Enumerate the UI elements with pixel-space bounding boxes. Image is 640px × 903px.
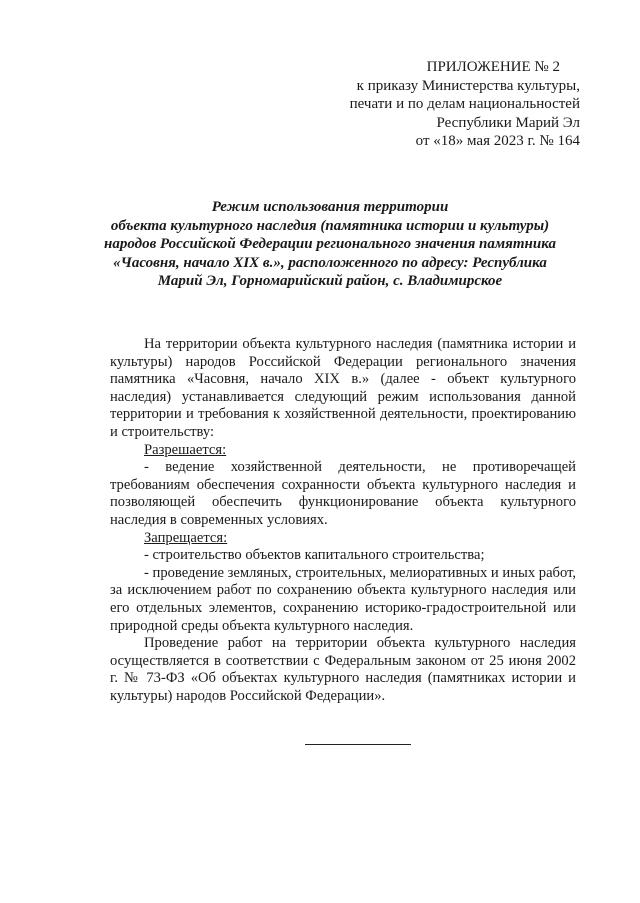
appendix-order-date: от «18» мая 2023 г. № 164 [415, 133, 580, 149]
allowed-header: Разрешается: [144, 441, 227, 458]
title-line: Режим использования территории [211, 199, 449, 215]
title-line: «Часовня, начало XIX в.», расположенного по адресу: Республика [113, 254, 547, 271]
allowed-item: - ведение хозяйственной деятельности, не противоречащей требованиям обеспечения сохранности объекта культурного наследия и позволяющей обеспечить функционирование объекта культурного наследия в современных условиях. [110, 459, 576, 528]
title-line: народов Российской Федерации регионального значения памятника [104, 236, 556, 252]
end-divider [305, 744, 411, 745]
intro-paragraph: На территории объекта культурного наследия (памятника истории и культуры) народов Российской Федерации регионального значения памятника «Часовня, начало XIX в.» (далее - объект культурного наследия) устанавливается следующий режим использования данной территории и требования к хозяйственной деятельности, проектированию и строительству: [110, 336, 576, 440]
appendix-line: печати и по делам национальностей [349, 96, 580, 112]
document-body [110, 336, 576, 705]
appendix-block [350, 58, 580, 151]
appendix-number: ПРИЛОЖЕНИЕ № 2 [426, 59, 560, 75]
title-line: Марий Эл, Горномарийский район, с. Владимирское [157, 273, 503, 289]
appendix-line: Республики Марий Эл [436, 114, 580, 131]
forbidden-item: - строительство объектов капитального строительства; [144, 547, 485, 564]
forbidden-item: - проведение земляных, строительных, мелиоративных и иных работ, за исключением работ по сохранению объекта культурного наследия или его отдельных элементов, сохранению историко-градостроительной или природной среды объекта культурного наследия. [110, 564, 576, 634]
document-title [80, 198, 580, 291]
closing-paragraph: Проведение работ на территории объекта культурного наследия осуществляется в соответствии с Федеральным законом от 25 июня 2002 г. № 73-ФЗ «Об объектах культурного наследия (памятниках истории и культуры) народов Российской Федерации». [110, 635, 576, 704]
appendix-line: к приказу Министерства культуры, [356, 77, 580, 94]
forbidden-header: Запрещается: [144, 529, 228, 546]
title-line: объекта культурного наследия (памятника истории и культуры) [110, 217, 550, 234]
